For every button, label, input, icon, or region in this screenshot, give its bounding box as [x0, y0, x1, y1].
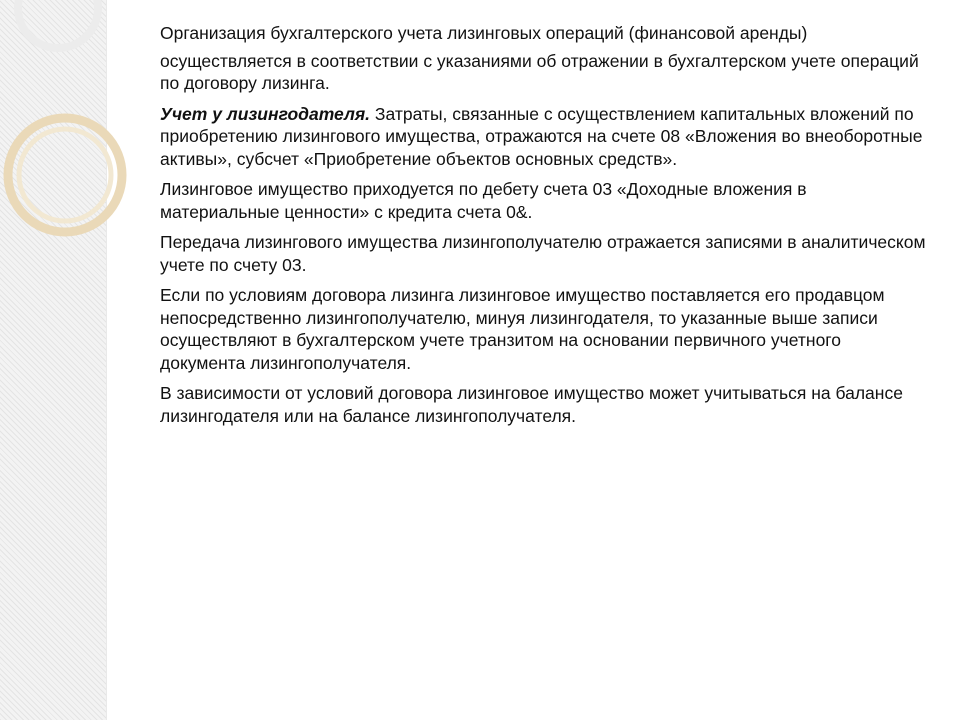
decorative-large-ring-outer [8, 118, 122, 232]
paragraph-direct-supply-text: Если по условиям договора лизинга лизинговое имущество поставляется его продавцом непосредственно лизингополучателю, минуя лизингодателя, то указанные выше записи осуществляют в бухгалтерском учете транзитом на основании первичного учетного документа лизингополучателя. [160, 285, 885, 373]
paragraph-lessor-accounting [160, 103, 930, 171]
paragraph-asset-transfer-text: Передача лизингового имущества лизингополучателю отражается записями в аналитическом учете по счету 03. [160, 232, 926, 275]
paragraph-balance-sheet-text: В зависимости от условий договора лизинговое имущество может учитываться на балансе лизингодателя или на балансе лизингополучателя. [160, 383, 903, 426]
paragraph-asset-receipt [160, 178, 930, 223]
slide-text-body [160, 22, 930, 435]
paragraph-direct-supply [160, 284, 930, 374]
paragraph-regulation-text: осуществляется в соответствии с указаниями об отражении в бухгалтерском учете операций по договору лизинга. [160, 50, 919, 93]
paragraph-regulation [160, 50, 930, 95]
paragraph-asset-transfer [160, 231, 930, 276]
paragraph-intro-text: Организация бухгалтерского учета лизинговых операций (финансовой аренды) [160, 23, 808, 43]
paragraph-intro [160, 22, 930, 45]
paragraph-lessor-heading: Учет у лизингодателя. [160, 103, 371, 124]
paragraph-lessor-text: Затраты, связанные с осуществлением капитальных вложений по приобретению лизингового имущества, отражаются на счете 08 «Вложения во внеоборотные активы», субсчет «Приобретение объектов основных средств». [160, 103, 923, 169]
paragraph-balance-sheet [160, 382, 930, 427]
decorative-large-ring-inner [19, 129, 111, 221]
decorative-small-ring [18, 0, 98, 48]
paragraph-asset-receipt-text: Лизинговое имущество приходуется по дебету счета 03 «Доходные вложения в материальные ценности» с кредита счета 0&. [160, 179, 807, 222]
